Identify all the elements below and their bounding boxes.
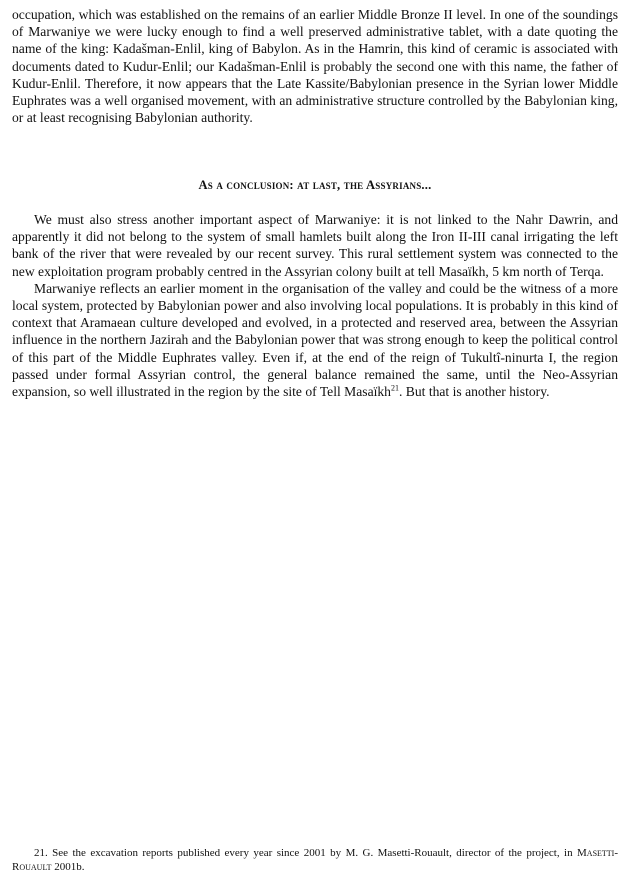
footnote bbox=[12, 846, 618, 874]
closing-sentence: But that is another history. bbox=[405, 384, 550, 400]
footnote-cite-author: Masetti-Rouault bbox=[12, 847, 619, 873]
paragraph-marwaniye-aspect: We must also stress another important aspect of Marwaniye: it is not linked to the Nahr Dawrin, and apparently it did not belong to the system of small hamlets built along the Iron II-III canal irrigating the left bank of the river that were revealed by our recent survey. This rural settlement system was connected to the new exploitation program probably centred in the Assyrian colony built at tell Masaïkh, 5 km north of Terqa. bbox=[12, 212, 618, 279]
footnote-reference: 21 bbox=[390, 383, 399, 393]
footnote-number: 21. bbox=[34, 847, 48, 859]
paragraph-continuation: occupation, which was established on the remains of an earlier Middle Bronze II level. In one of the soundings of Marwaniye we were lucky enough to find a well preserved administrative tablet, with a date quoting the name of the king: Kadašman-Enlil, king of Babylon. As in the Hamrin, this kind of ceramic is associated with documents dated to Kudur-Enlil; our Kadašman-Enlil is probably the second one with this name, the father of Kudur-Enlil. Therefore, it now appears that the Late Kassite/Babylonian presence in the Syrian lower Middle Euphrates was a well organised movement, with an administrative structure controlled by the Babylonian king, or at least recognising Babylonian authority. bbox=[12, 7, 618, 126]
paragraph-text: Marwaniye reflects an earlier moment in the organisation of the valley and could be the witness of a more local system, protected by Babylonian power and also involving local populations. It is probably in this kind of context that Aramaean culture developed and evolved, in a protected and reserved area, between the Assyrian influence in the northern Jazirah and the Babylonian power that was strong enough to keep the political control of this part of the Middle Euphrates valley. Even if, at the end of the reign of Tukultî-ninurta I, the region passed under formal Assyrian control, the general balance remained the same, until the Neo-Assyrian expansion, so well illustrated in the region by the site of Tell Masaïkh bbox=[12, 280, 618, 400]
footnote-text bbox=[12, 846, 618, 874]
section-heading: As a conclusion: at last, the Assyrians... bbox=[198, 178, 432, 192]
section-body bbox=[12, 211, 618, 400]
paragraph-marwaniye-reflects: Marwaniye reflects an earlier moment in the organisation of the valley and could be the witness of a more local system, protected by Babylonian power and also involving local populations. It is probably in this kind of context that Aramaean culture developed and evolved, in a protected and reserved area, between the Assyrian influence in the northern Jazirah and the Babylonian power that was strong enough to keep the political control of this part of the Middle Euphrates valley. Even if, at the end of the reign of Tukultî-ninurta I, the region passed under formal Assyrian control, the general balance remained the same, until the Neo-Assyrian expansion, so well illustrated in the region by the site of Tell Masaïkh$^{21}$. But that is another history. bbox=[12, 280, 618, 400]
footnote-cite-year: 2001b. bbox=[54, 861, 85, 873]
footnote-body: See the excavation reports published every year since 2001 by M. G. Masetti-Rouault, director of the project, in bbox=[52, 847, 573, 859]
document-page bbox=[12, 0, 618, 881]
